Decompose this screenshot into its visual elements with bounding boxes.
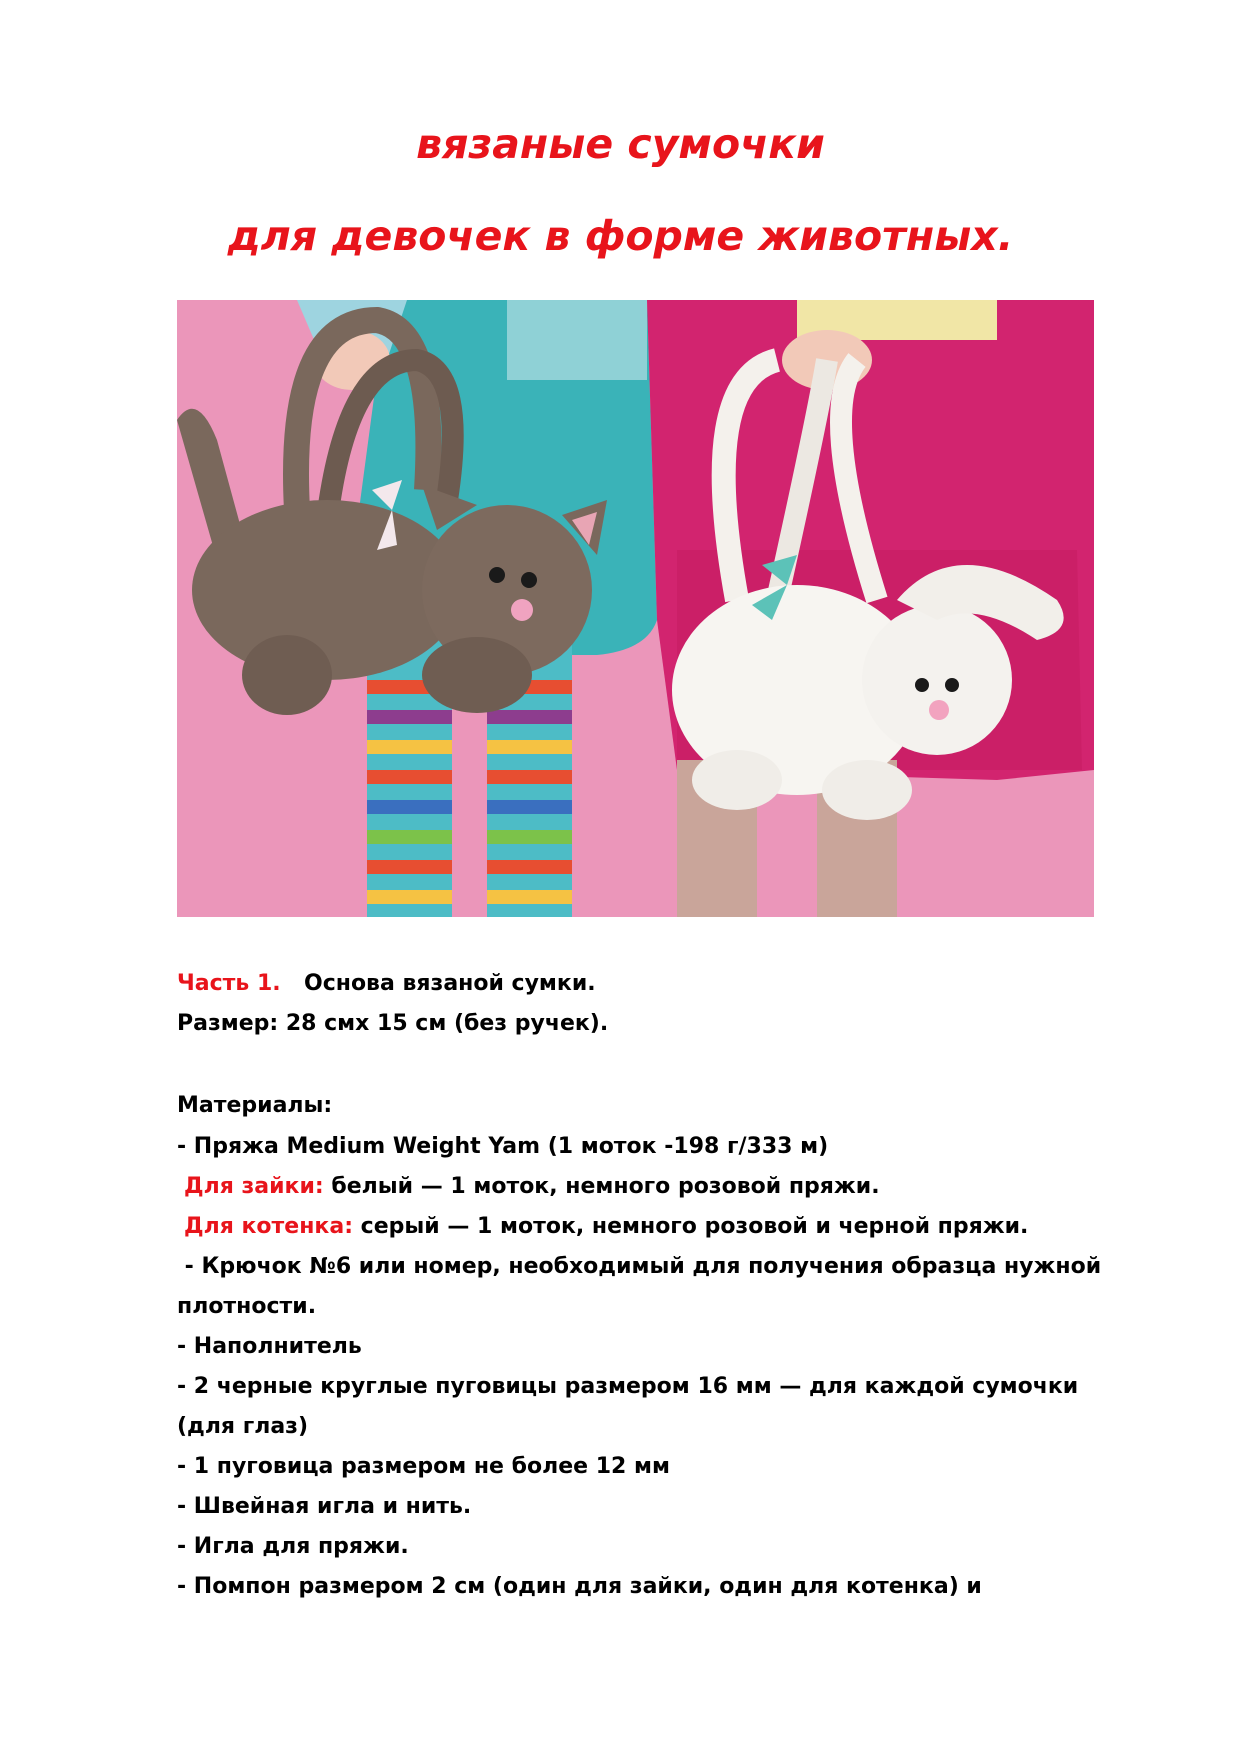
materials-yarn: - Пряжа Medium Weight Yam (1 моток -198 г/333 м)	[177, 1134, 829, 1159]
materials-yarn-needle: - Игла для пряжи.	[177, 1534, 409, 1559]
page-title-line-2: для девочек в форме животных.	[227, 212, 1014, 260]
materials-buttons-line-1: - 2 черные круглые пуговицы размером 16 мм — для каждой сумочки	[177, 1374, 1079, 1399]
kitten-label: Для котенка:	[184, 1214, 353, 1239]
materials-bunny	[177, 1173, 880, 1201]
materials-heading: Материалы:	[177, 1093, 333, 1118]
part-heading	[177, 970, 596, 998]
materials-hook-line-1: - Крючок №6 или номер, необходимый для получения образца нужной	[177, 1254, 1102, 1279]
part-label: Часть 1.	[177, 971, 281, 996]
page-title-line-1: вязаные сумочки	[416, 120, 825, 168]
materials-buttons-line-2: (для глаз)	[177, 1414, 309, 1439]
materials-sewing-needle: - Швейная игла и нить.	[177, 1494, 472, 1519]
part-title: Основа вязаной сумки.	[304, 971, 596, 996]
materials-button-small: - 1 пуговица размером не более 12 мм	[177, 1454, 670, 1479]
size-line: Размер: 28 смх 15 см (без ручек).	[177, 1011, 609, 1036]
materials-pompom: - Помпон размером 2 см (один для зайки, один для котенка) и	[177, 1574, 982, 1599]
bunny-text: белый — 1 моток, немного розовой пряжи.	[331, 1174, 880, 1199]
product-photo	[177, 300, 1094, 917]
bunny-label: Для зайки:	[184, 1174, 324, 1199]
kitten-text: серый — 1 моток, немного розовой и черной пряжи.	[360, 1214, 1029, 1239]
materials-filler: - Наполнитель	[177, 1334, 362, 1359]
materials-hook-line-2: плотности.	[177, 1294, 317, 1319]
materials-kitten	[177, 1213, 1028, 1241]
